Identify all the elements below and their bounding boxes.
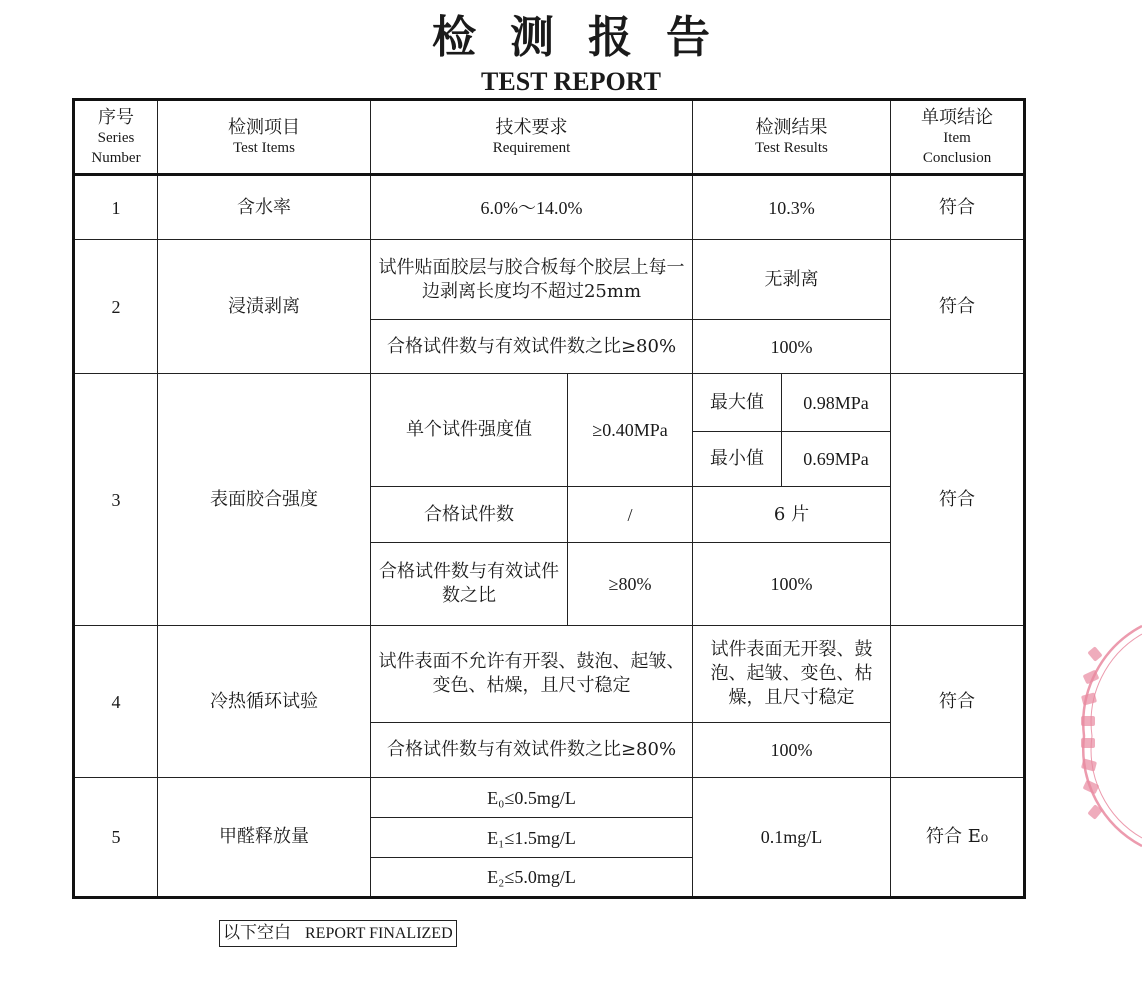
sub-item-label: 单个试件强度值 [371,374,568,487]
result-cell: 6 片 [693,487,891,543]
sub-item-label: 合格试件数 [371,487,568,543]
report-finalized-text: REPORT FINALIZED [305,925,453,942]
conclusion-cell: 符合 [891,626,1025,778]
requirement-cell: 合格试件数与有效试件数之比≥80% [371,320,693,374]
result-cell: 10.3% [693,175,891,240]
table-header-row [74,100,1025,175]
row-number: 5 [74,778,158,898]
header-series-number: 序号 Series Number [74,100,158,175]
result-cell: 100% [693,320,891,374]
result-cell: 100% [693,543,891,626]
requirement-cell: 合格试件数与有效试件数之比≥80% [371,723,693,778]
row-number: 3 [74,374,158,626]
row-number: 4 [74,626,158,778]
test-item-name: 浸渍剥离 [158,240,371,374]
row-number: 2 [74,240,158,374]
requirement-cell: E₁≤1.5mg/L [371,818,693,858]
max-value-label: 最大值 [693,374,782,432]
result-cell: 无剥离 [693,240,891,320]
header-test-items: 检测项目 Test Items [158,100,371,175]
test-item-name: 表面胶合强度 [158,374,371,626]
requirement-cell: / [568,487,693,543]
test-item-name: 甲醛释放量 [158,778,371,898]
test-item-name: 冷热循环试验 [158,626,371,778]
table-row [74,626,1025,723]
header-test-results: 检测结果 Test Results [693,100,891,175]
table-row [74,175,1025,240]
conclusion-cell: 符合 E₀ [891,778,1025,898]
requirement-cell: ≥80% [568,543,693,626]
header-requirement: 技术要求 Requirement [371,100,693,175]
requirement-cell: ≥0.40MPa [568,374,693,487]
report-title-cn: 检测报告 [432,12,744,63]
requirement-cell: E₀≤0.5mg/L [371,778,693,818]
conclusion-cell: 符合 [891,240,1025,374]
requirement-cell: 试件贴面胶层与胶合板每个胶层上每一边剥离长度均不超过25mm [371,240,693,320]
requirement-cell: E₂≤5.0mg/L [371,858,693,898]
blank-below-text: 以下空白 [223,923,291,943]
requirement-cell: 6.0%～14.0% [371,175,693,240]
table-row [74,240,1025,320]
result-cell: 100% [693,723,891,778]
table-row [74,374,1025,432]
header-item-conclusion: 单项结论 Item Conclusion [891,100,1025,175]
report-finalized-note [219,920,457,947]
conclusion-cell: 符合 [891,175,1025,240]
official-seal-stamp [1078,620,1142,852]
result-cell: 0.1mg/L [693,778,891,898]
test-results-table [72,98,1026,899]
min-value-label: 最小值 [693,432,782,487]
result-cell: 试件表面无开裂、鼓泡、起皱、变色、枯燥，且尺寸稳定 [693,626,891,723]
min-value: 0.69MPa [782,432,891,487]
max-value: 0.98MPa [782,374,891,432]
sub-item-label: 合格试件数与有效试件数之比 [371,543,568,626]
requirement-cell: 试件表面不允许有开裂、鼓泡、起皱、变色、枯燥，且尺寸稳定 [371,626,693,723]
report-title-en: TEST REPORT [481,67,661,96]
row-number: 1 [74,175,158,240]
test-item-name: 含水率 [158,175,371,240]
table-row [74,778,1025,818]
conclusion-cell: 符合 [891,374,1025,626]
